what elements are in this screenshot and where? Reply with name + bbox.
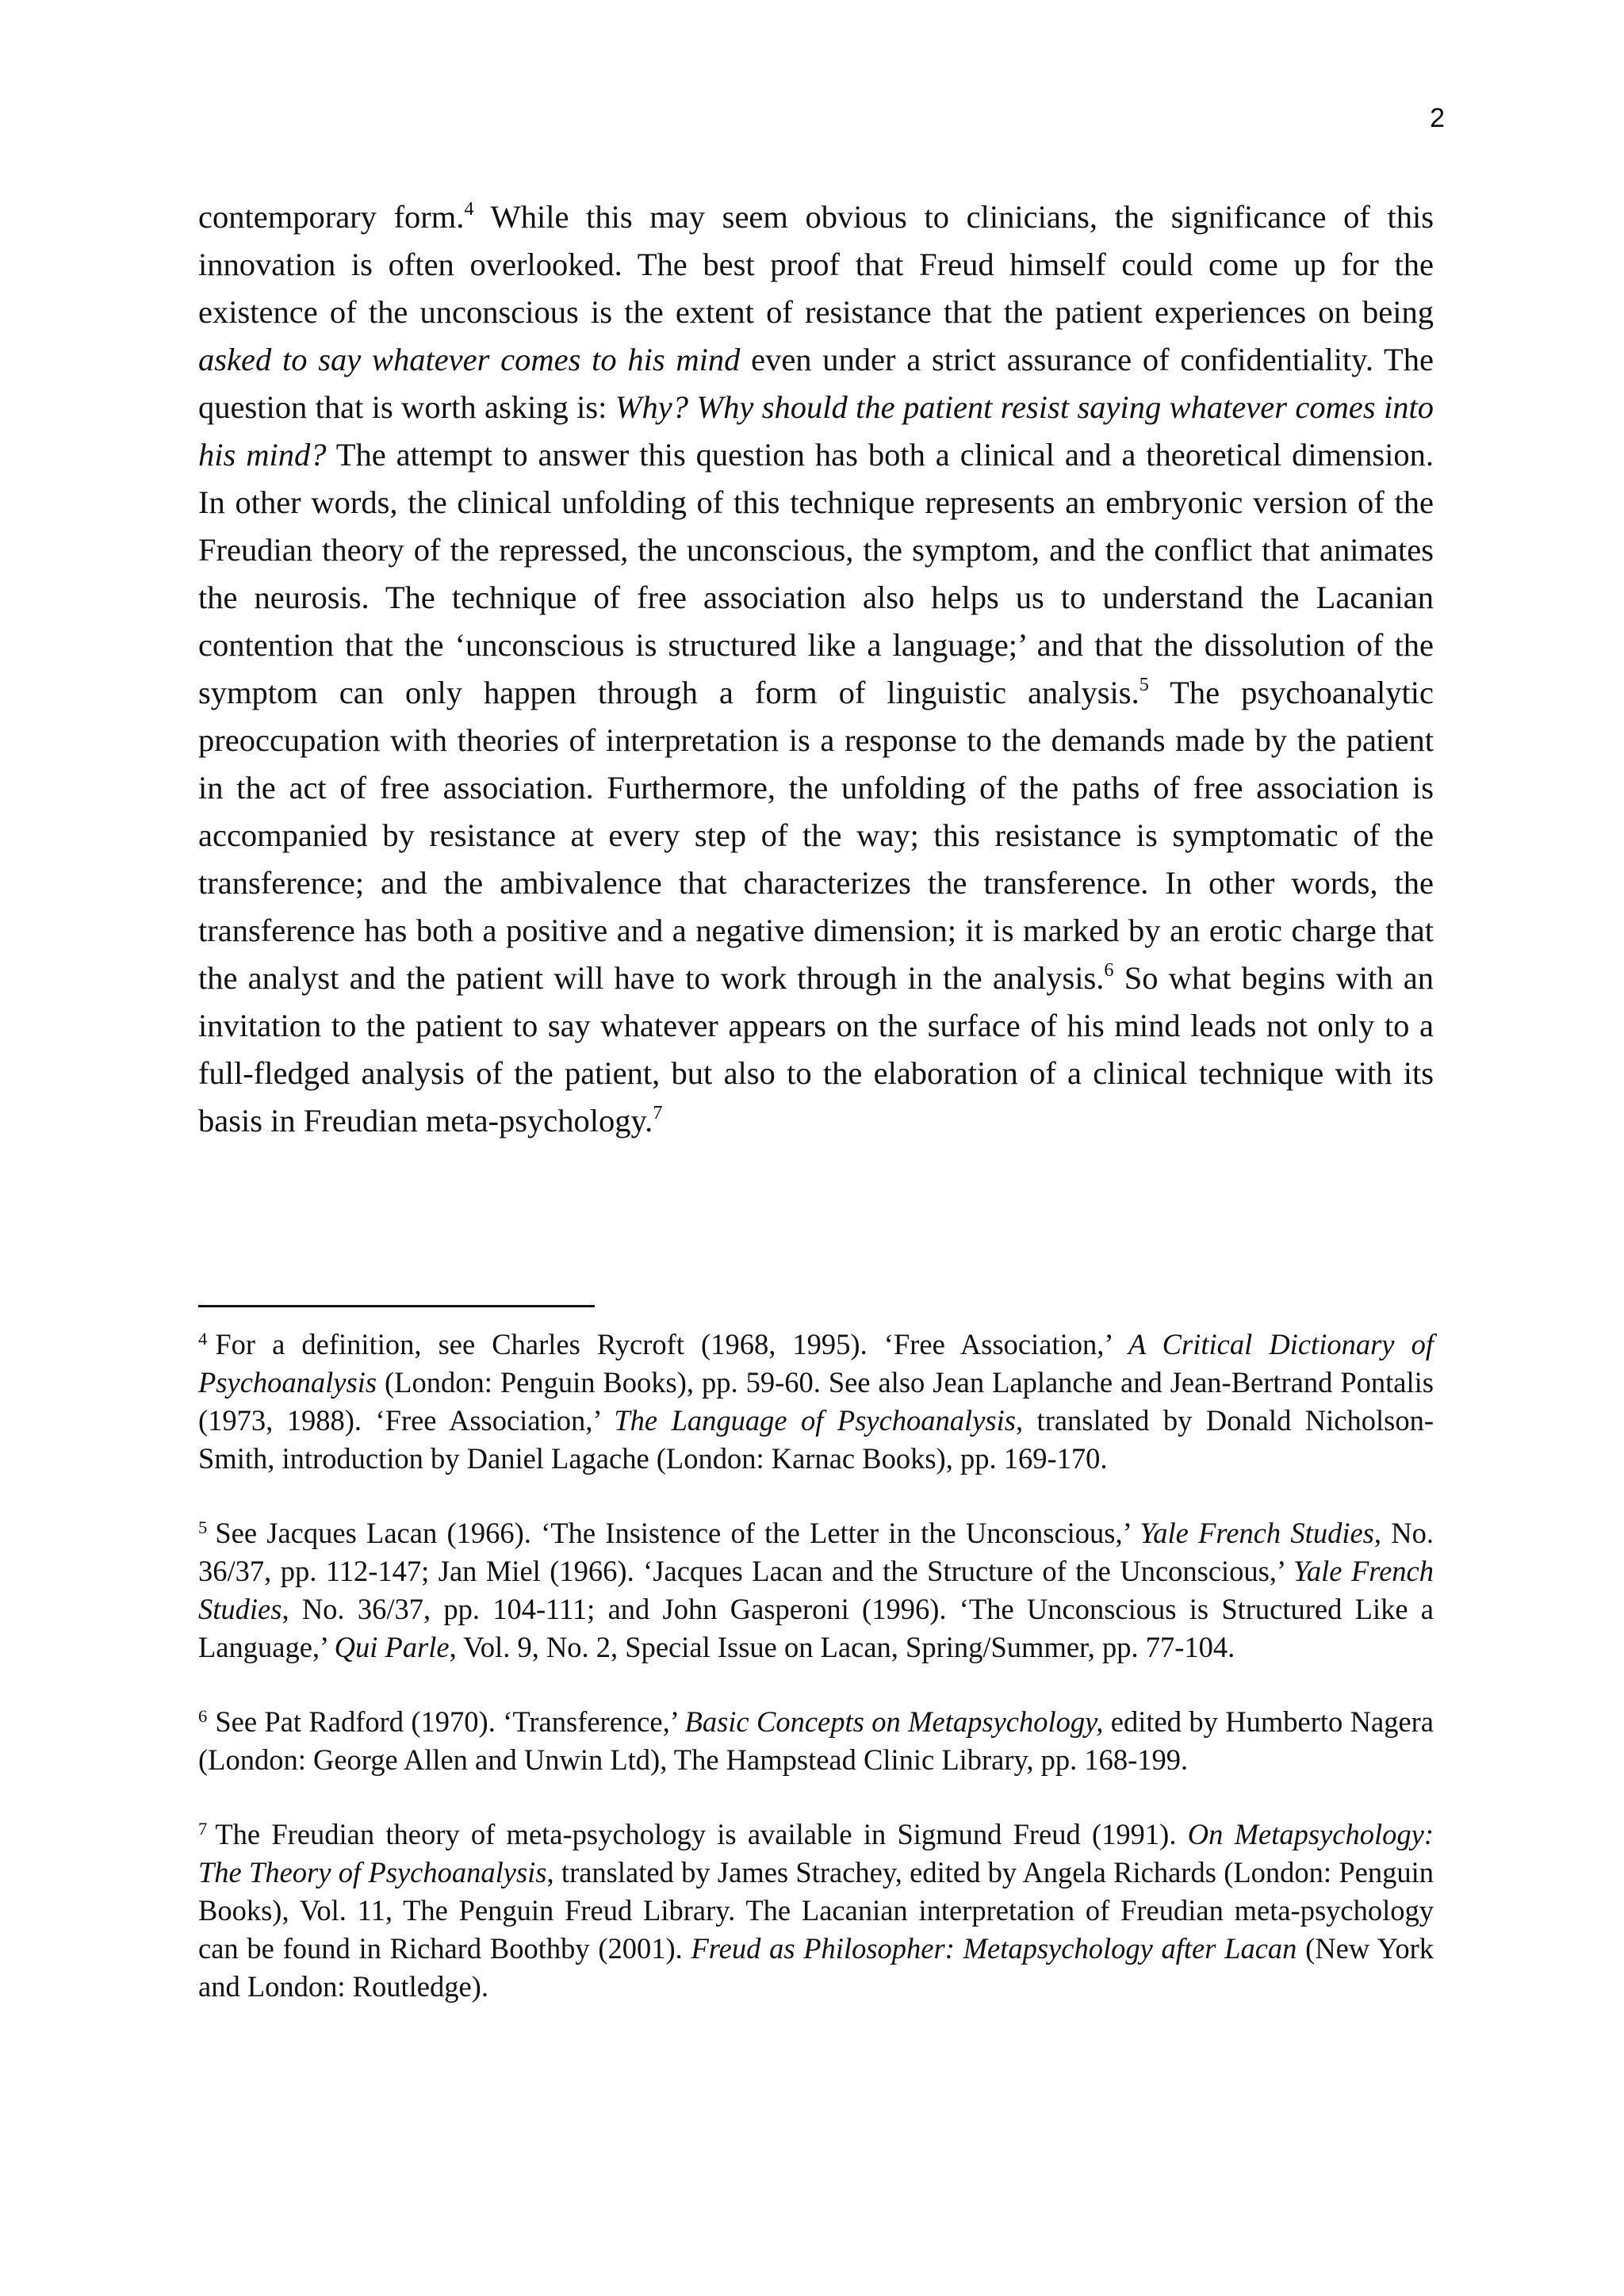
footnote-number: 7 (198, 1818, 208, 1839)
body-italic-run: Why? Why should the patient resist saying whatever comes into his mind? (198, 389, 1434, 473)
body-text-run: So what begins with an invitation to the patient to say whatever appears on the surface of his mind leads not only to a full-fledged analysis of the patient, but also to the elaboration of a clinical technique with its basis in Freudian meta-psychology. (198, 960, 1434, 1138)
footnotes (198, 1326, 1434, 2042)
footnote-number: 4 (198, 1328, 208, 1349)
footnote-text: (New York and London: Routledge). (198, 1932, 1434, 2003)
body-text-run: even under a strict assurance of confidentiality. The question that is worth asking is: (198, 342, 1434, 425)
footnote-ref-6[interactable]: 6 (1104, 959, 1114, 982)
footnote-5 (198, 1514, 1434, 1667)
footnote-number: 5 (198, 1517, 208, 1537)
body-italic-run: asked to say whatever comes to his mind (198, 342, 741, 377)
footnote-title: Freud as Philosopher: Metapsychology after Lacan (691, 1932, 1297, 1965)
footnote-ref-7[interactable]: 7 (653, 1102, 663, 1124)
footnote-text: The Freudian theory of meta-psychology is available in Sigmund Freud (1991). (215, 1818, 1188, 1850)
page-number: 2 (1430, 103, 1445, 133)
footnote-text: , Vol. 9, No. 2, Special Issue on Lacan, Spring/Summer, pp. 77-104. (449, 1631, 1235, 1663)
footnote-text: For a definition, see Charles Rycroft (1968, 1995). ‘Free Association,’ (215, 1328, 1128, 1360)
footnote-ref-5[interactable]: 5 (1139, 674, 1149, 696)
footnote-text: , No. 36/37, pp. 104-111; and John Gasperoni (1996). ‘The Unconscious is Structured Like a Language,’ (198, 1593, 1434, 1663)
body-text-run: The psychoanalytic preoccupation with theories of interpretation is a response to the demands made by the patient in the act of free association. Furthermore, the unfolding of the paths of free association is accompanied by resistance at every step of the way; this resistance is symptomatic of the transference; and the ambivalence that characterizes the transference. In other words, the transference has both a positive and a negative dimension; it is marked by an erotic charge that the analyst and the patient will have to work through in the analysis. (198, 675, 1434, 996)
footnote-text: See Jacques Lacan (1966). ‘The Insistence of the Letter in the Unconscious,’ (215, 1517, 1140, 1549)
body-text-run: contemporary form. (198, 199, 465, 235)
footnote-number: 6 (198, 1705, 208, 1726)
footnote-7 (198, 1816, 1434, 2006)
footnote-title: A Critical Dictionary of Psychoanalysis (198, 1328, 1434, 1399)
footnote-title: Qui Parle (334, 1631, 450, 1663)
footnote-text: edited by Humberto Nagera (London: George Allen and Unwin Ltd), The Hampstead Clinic Library, pp. 168-199. (198, 1705, 1434, 1776)
body-text-run: While this may seem obvious to clinicians, the significance of this innovation is often overlooked. The best proof that Freud himself could come up for the existence of the unconscious is the extent of resistance that the patient experiences on being (198, 199, 1434, 330)
footnote-text: , translated by James Strachey, edited by Angela Richards (London: Penguin Books), Vol. 11, The Penguin Freud Library. The Lacanian interpretation of Freudian meta-psychology can be found in Richard Boothby (2001). (198, 1856, 1434, 1965)
footnote-title: On Metapsychology: The Theory of Psychoanalysis (198, 1818, 1434, 1888)
footnote-text: , No. 36/37, pp. 112-147; Jan Miel (1966). ‘Jacques Lacan and the Structure of the Unconscious,’ (198, 1517, 1434, 1587)
footnote-text: (London: Penguin Books), pp. 59-60. See also Jean Laplanche and Jean-Bertrand Pontalis (1973, 1988). ‘Free Association,’ (198, 1366, 1434, 1437)
footnote-title: Basic Concepts on Metapsychology, (684, 1705, 1104, 1738)
body-paragraph (198, 193, 1434, 1145)
footnote-title: Yale French Studies (1139, 1517, 1374, 1549)
footnote-4 (198, 1326, 1434, 1478)
footnote-6 (198, 1703, 1434, 1779)
body-text-run: The attempt to answer this question has both a clinical and a theoretical dimension. In other words, the clinical unfolding of this technique represents an embryonic version of the Freudian theory of the repressed, the unconscious, the symptom, and the conflict that animates the neurosis. The technique of free association also helps us to understand the Lacanian contention that the ‘unconscious is structured like a language;’ and that the dissolution of the symptom can only happen through a form of linguistic analysis. (198, 437, 1434, 710)
footnote-ref-4[interactable]: 4 (464, 198, 474, 220)
footnote-text: See Pat Radford (1970). ‘Transference,’ (215, 1705, 685, 1738)
footnote-title: Yale French Studies (198, 1555, 1434, 1625)
footnote-text: , translated by Donald Nicholson-Smith, introduction by Daniel Lagache (London: Karnac Books), pp. 169-170. (198, 1404, 1434, 1475)
footnote-separator (198, 1305, 595, 1307)
footnote-title: The Language of Psychoanalysis (614, 1404, 1016, 1437)
